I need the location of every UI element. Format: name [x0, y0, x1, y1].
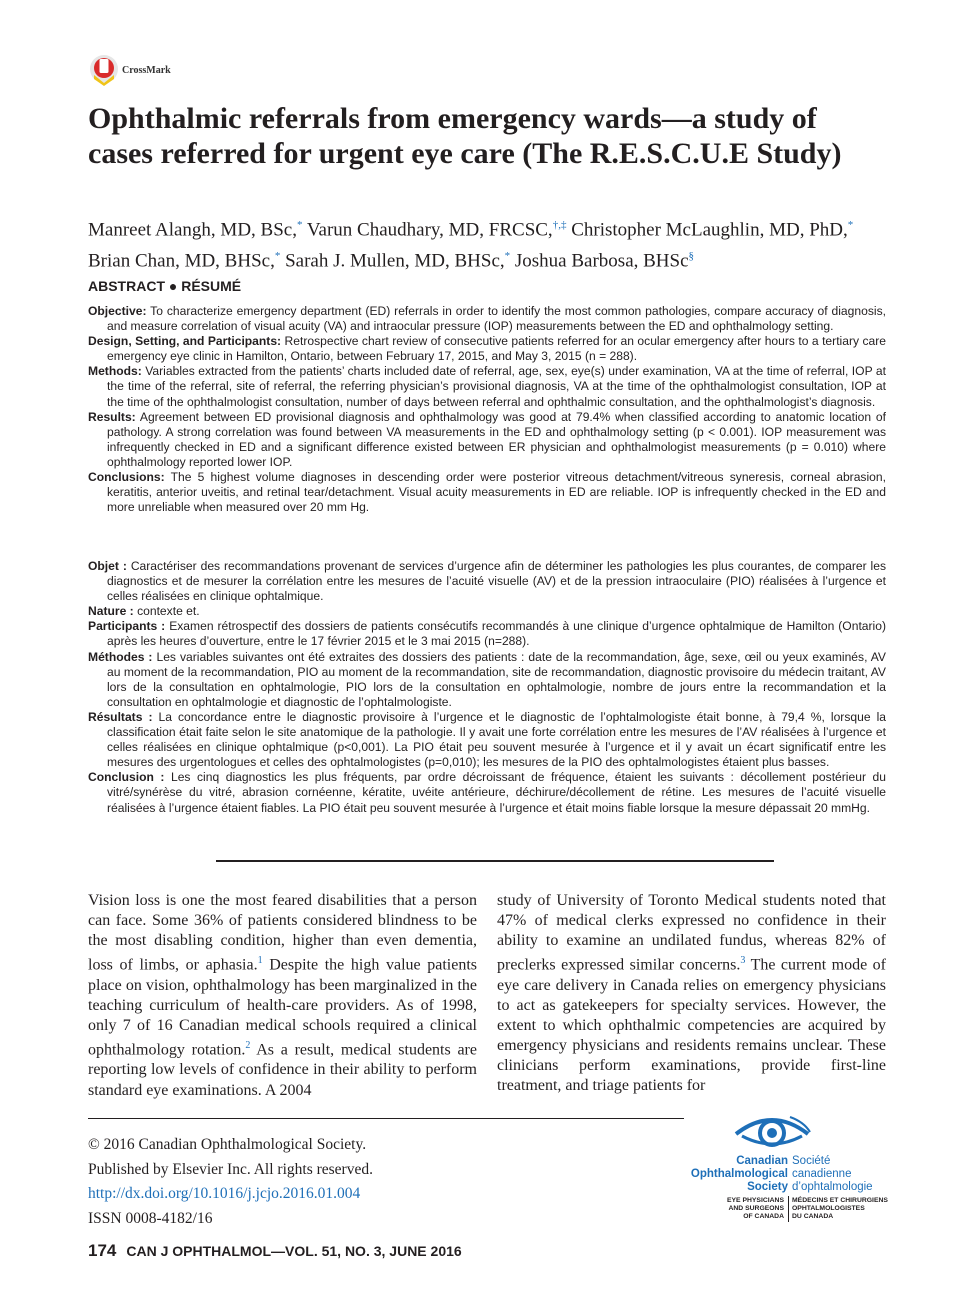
- resume-section-text: contexte et.: [137, 604, 200, 619]
- abstract-section-text: Agreement between ED provisional diagnosis and ophthalmology was good at 79.4% when classified according to anatomic location of pathology. A strong correlation was found between VA measurements in the ED and ophthalmology setting (p < 0.001). IOP measurement was infrequently checked in ED and a significant difference existed between ER physician and ophthalmologist measurements (p = 0.010) where ophthalmology reported lower IOP.: [107, 409, 886, 469]
- society-name-line: Société: [792, 1155, 831, 1167]
- logo-divider: [788, 1196, 789, 1222]
- author-affiliation-link[interactable]: *: [504, 250, 511, 263]
- author-name: Brian Chan, MD, BHSc,: [88, 250, 275, 272]
- reference-link[interactable]: 1: [257, 955, 263, 967]
- page-number: 174: [88, 1241, 117, 1260]
- author-name: Christopher McLaughlin, MD, PhD,: [571, 219, 848, 241]
- publication-info: [88, 1133, 373, 1231]
- abstract-section-text: The 5 highest volume diagnoses in descending order were posterior vitreous detachment/vitreous syneresis, corneal abrasion, keratitis, anterior uveitis, and retinal tear/detachment. Visual acuity measurements in ED are reliable. IOP is infrequently checked in the ED and more unreliable when measured over 20 mm Hg.: [107, 470, 886, 515]
- body-column-right: [497, 891, 886, 1096]
- society-subtitle-french: [792, 1197, 902, 1221]
- abstract-section: [88, 410, 886, 470]
- abstract-section-text: Retrospective chart review of consecutive patients referred for an ocular emergency after hours to a tertiary care emergency eye clinic in Hamilton, Ontario, between February 17, 2015, and May 3, 2015 (n = 288).: [107, 334, 886, 364]
- resume-section: [88, 559, 886, 604]
- reference-link[interactable]: 3: [740, 955, 746, 967]
- author-name: Manreet Alangh, MD, BSc,: [88, 219, 297, 241]
- article-title: Ophthalmic referrals from emergency wards—a study of cases referred for urgent eye care (The R.E.S.C.U.E Study): [88, 102, 842, 170]
- resume-section-label: Méthodes :: [88, 649, 153, 664]
- resume-section: [88, 770, 886, 815]
- doi-link[interactable]: http://dx.doi.org/10.1016/j.jcjo.2016.01.004: [88, 1185, 361, 1202]
- abstract-english: [88, 304, 886, 515]
- footer-divider: [88, 1118, 684, 1119]
- resume-section: [88, 619, 886, 649]
- society-subtitle-line: OPHTALMOLOGISTES: [792, 1205, 865, 1212]
- resume-section-label: Conclusion :: [88, 770, 165, 785]
- society-name-french: [792, 1155, 902, 1194]
- society-subtitle-line: AND SURGEONS: [728, 1205, 784, 1212]
- resume-section: [88, 710, 886, 770]
- author-list: [88, 212, 908, 275]
- author-name: Varun Chaudhary, MD, FRCSC,: [306, 219, 553, 241]
- abstract-french: [88, 559, 886, 816]
- abstract-section-label: Conclusions:: [88, 470, 165, 485]
- author-affiliation-link[interactable]: †,‡: [552, 219, 567, 231]
- author-affiliation-link[interactable]: *: [274, 250, 281, 263]
- abstract-section-text: Variables extracted from the patients’ charts included date of referral, age, sex, eye(s) under examination, VA at the time of referral, IOP at the time of the referral, site of referral, the referring physician’s provisional diagnosis, VA at the time of the ophthalmologist consultation, IOP at the time of the ophthalmologist consultation, number of days between referral and ophthalmic consultation, and the ophthalmologist’s diagnosis.: [107, 364, 886, 409]
- abstract-section: [88, 470, 886, 515]
- author-affiliation-link[interactable]: §: [688, 250, 695, 263]
- abstract-section: [88, 334, 886, 364]
- resume-section-text: La concordance entre le diagnostic provisoire à l’urgence et le diagnostic de l’ophtalmologiste était bonne, à 79,4 %, lorsque la classification était faite selon le site anatomique de la pathologie. Il y avait une forte corrélation entre les mesures de l’AV réalisées à l’urgence et celles réalisées en clinique ophtalmique (p<0,001). La PIO était peu souvent mesurée à l’urgence et il y avait un écart significatif entre les mesures des urgentologues et celles des ophtalmologistes (p=0,010); les mesures de la PIO des ophtalmologistes étaient plus basses.: [107, 709, 886, 770]
- author-affiliation-link[interactable]: *: [296, 219, 303, 231]
- crossmark-badge[interactable]: [88, 53, 171, 87]
- author-name: Joshua Barbosa, BHSc: [514, 250, 689, 272]
- eye-logo-icon: [732, 1112, 812, 1152]
- society-name-line: d’ophtalmologie: [792, 1181, 873, 1193]
- issn: ISSN 0008-4182/16: [88, 1209, 213, 1227]
- resume-section: [88, 650, 886, 710]
- body-text: Despite the high value patients place on vision, ophthalmology has been marginalized in the teaching curriculum of health-care providers. As of 1998, only 7 of 16 Canadian medical schools required a clinical ophthalmology rotation.: [88, 956, 477, 1059]
- resume-section-label: Objet :: [88, 559, 127, 573]
- resume-section-text: Les variables suivantes ont été extraites des dossiers des patients : date de la recommandation, âge, sexe, œil ou yeux examinés, AV au moment de la recommandation, PIO au moment de la recommandation, site de recommandation, diagnostic provisoire du médecin traitant, AV lors de la consultation en ophtalmologie, PIO lors de la consultation en ophtalmologie, nombre de jours entre la recommandation et la consultation en ophtalmologie et diagnostic de l’ophtalmologiste.: [107, 649, 886, 709]
- author-affiliation-link[interactable]: *: [847, 219, 854, 231]
- journal-citation: CAN J OPHTHALMOL—VOL. 51, NO. 3, JUNE 2016: [126, 1243, 462, 1259]
- publisher-notice: Published by Elsevier Inc. All rights reserved.: [88, 1160, 373, 1178]
- copyright-notice: © 2016 Canadian Ophthalmological Society.: [88, 1136, 367, 1153]
- resume-section-label: Participants :: [88, 619, 166, 634]
- reference-link[interactable]: 2: [245, 1039, 251, 1051]
- running-footer: [88, 1241, 462, 1261]
- society-name-line: Society: [747, 1181, 788, 1193]
- author-name: Sarah J. Mullen, MD, BHSc,: [285, 250, 505, 272]
- abstract-section-label: Objective:: [88, 304, 147, 318]
- abstract-section-text: To characterize emergency department (ED) referrals in order to identify the most common pathologies, compare accuracy of diagnosis, and measure correlation of visual acuity (VA) and intraocular pressure (IOP) measurements between the ED and ophthalmology setting.: [107, 304, 886, 334]
- body-column-left: [88, 891, 477, 1101]
- society-subtitle-line: OF CANADA: [743, 1213, 784, 1220]
- resume-section-label: Résultats :: [88, 709, 153, 724]
- abstract-section-label: Design, Setting, and Participants:: [88, 334, 282, 349]
- society-name-english: [678, 1155, 788, 1194]
- resume-section-label: Nature :: [88, 604, 134, 619]
- body-text: The current mode of eye care delivery in Canada relies on emergency physicians to act as gatekeepers for specialty services. However, the extent to which ophthalmic competencies are acquired by emergency physicians and residents remains unclear. These clinicians perform examinations, provide first-line treatment, and triage patients for: [497, 956, 887, 1095]
- abstract-section: [88, 364, 886, 409]
- abstract-divider: [216, 860, 774, 862]
- society-subtitle-line: EYE PHYSICIANS: [726, 1197, 784, 1204]
- society-name-line: Ophthalmological: [690, 1168, 788, 1180]
- society-name-line: Canadian: [736, 1155, 788, 1167]
- crossmark-icon: [88, 53, 120, 87]
- abstract-section-label: Methods:: [88, 364, 142, 379]
- resume-section-text: Les cinq diagnostics les plus fréquents, par ordre décroissant de fréquence, étaient les suivants : décollement postérieur du vitré/synérèse du vitré, abrasion cornéenne, kératite, uvéite antérieure, déchirure/décollement de rétine. Les mesures de l’acuité visuelle réalisées à l’urgence étaient fiables. La PIO était peu souvent mesurée à l’urgence et était moins fiable lorsque la mesure dépassait 20 mmHg.: [107, 770, 886, 815]
- society-subtitle-english: [674, 1197, 784, 1221]
- society-subtitle-line: MÉDECINS ET CHIRURGIENS: [792, 1197, 888, 1204]
- crossmark-label: CrossMark: [122, 64, 171, 76]
- society-subtitle-line: DU CANADA: [792, 1213, 834, 1220]
- society-name-line: canadienne: [792, 1168, 852, 1180]
- body-text: study of University of Toronto Medical students noted that 47% of medical clerks expressed no confidence in their ability to examine an undilated fundus, whereas 82% of preclerks expressed similar concerns.: [497, 892, 886, 974]
- society-logo: [690, 1112, 892, 1224]
- body-text: As a result, medical students are reporting low levels of confidence in their ability to perform standard eye examinations. A 2004: [88, 1041, 477, 1099]
- body-text: Vision loss is one the most feared disabilities that a person can face. Some 36% of patients considered blindness to be the most disabling condition, higher than even dementia, loss of limbs, or aphasia.: [88, 892, 477, 974]
- abstract-section-label: Results:: [88, 409, 136, 424]
- resume-section-text: Examen rétrospectif des dossiers de patients consécutifs recommandés à une clinique d’urgence ophtalmique de Hamilton (Ontario) après les heures d’ouverture, entre le 17 février 2015 et le 3 mai 2015 (n=288).: [107, 619, 886, 649]
- resume-section-text: Caractériser des recommandations provenant de services d’urgence afin de déterminer les pathologies les plus courantes, de comparer les diagnostics et de mesurer la corrélation entre les mesures de l’acuité visuelle (AV) et de la pression intraoculaire (PIO) réalisées à l’urgence et celles réalisées en clinique ophtalmique.: [107, 559, 886, 604]
- abstract-heading: ABSTRACT ● RÉSUMÉ: [88, 278, 242, 294]
- resume-section: [88, 604, 886, 619]
- abstract-section: [88, 304, 886, 334]
